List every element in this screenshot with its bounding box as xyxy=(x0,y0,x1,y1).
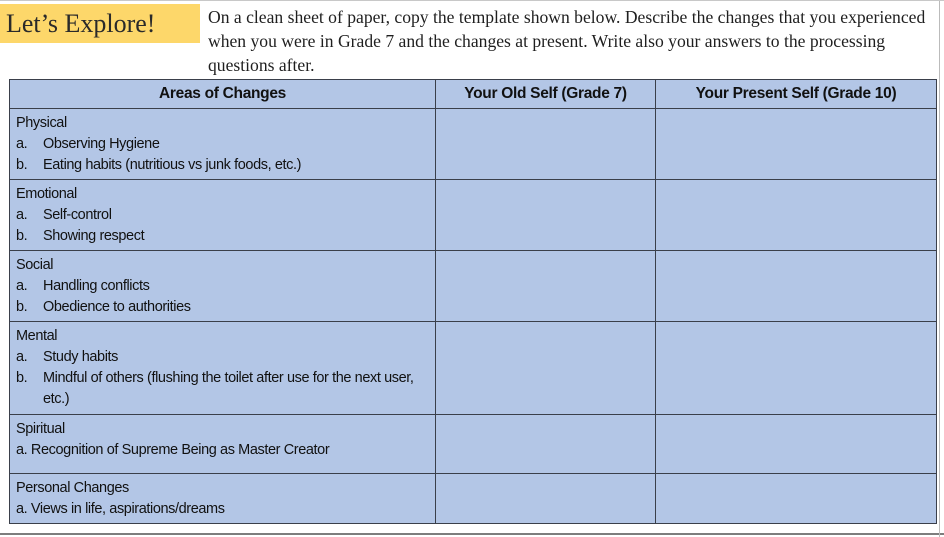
banner-title: Let’s Explore! xyxy=(6,8,156,38)
item-marker: b. xyxy=(16,157,28,173)
item-text: Observing Hygiene xyxy=(43,136,160,152)
table-row-emotional xyxy=(10,180,937,251)
area-cell xyxy=(10,251,436,322)
item-text: a. Views in life, aspirations/dreams xyxy=(16,501,225,517)
lets-explore-banner xyxy=(0,4,200,43)
item-text: Mindful of others (flushing the toilet after use for the next user, etc.) xyxy=(43,370,414,407)
item-marker: b. xyxy=(16,299,28,315)
category-label: Spiritual xyxy=(16,421,65,437)
bottom-divider xyxy=(0,533,944,535)
category-label: Physical xyxy=(16,115,67,131)
present-self-cell xyxy=(656,180,937,251)
item-marker: b. xyxy=(16,228,28,244)
table-header-row xyxy=(10,80,937,109)
table-row-social xyxy=(10,251,937,322)
list-item xyxy=(16,276,429,297)
list-item xyxy=(16,347,429,368)
item-marker: a. xyxy=(16,349,28,365)
item-text: Handling conflicts xyxy=(43,278,150,294)
list-item xyxy=(16,226,429,247)
item-marker: a. xyxy=(16,278,28,294)
list-item xyxy=(16,134,429,155)
old-self-cell xyxy=(436,251,656,322)
list-item xyxy=(16,155,429,176)
list-item xyxy=(16,205,429,226)
table-row-spiritual xyxy=(10,415,937,474)
item-text: Study habits xyxy=(43,349,118,365)
area-cell xyxy=(10,415,436,474)
area-cell xyxy=(10,180,436,251)
area-cell xyxy=(10,322,436,415)
changes-template-table xyxy=(9,79,937,524)
old-self-cell xyxy=(436,474,656,524)
item-text: Eating habits (nutritious vs junk foods, etc.) xyxy=(43,157,302,173)
item-text: Showing respect xyxy=(43,228,145,244)
category-label: Personal Changes xyxy=(16,480,129,496)
category-label: Social xyxy=(16,257,54,273)
item-text: Self-control xyxy=(43,207,112,223)
item-text: a. Recognition of Supreme Being as Master Creator xyxy=(16,442,330,458)
table-row-personal-changes xyxy=(10,474,937,524)
area-cell xyxy=(10,109,436,180)
item-marker: a. xyxy=(16,207,28,223)
present-self-cell xyxy=(656,474,937,524)
item-marker: a. xyxy=(16,136,28,152)
present-self-cell xyxy=(656,322,937,415)
present-self-cell xyxy=(656,415,937,474)
item-marker: b. xyxy=(16,370,28,386)
list-item xyxy=(16,297,429,318)
category-label: Emotional xyxy=(16,186,77,202)
old-self-cell xyxy=(436,180,656,251)
area-cell xyxy=(10,474,436,524)
list-item xyxy=(16,368,429,410)
present-self-cell xyxy=(656,251,937,322)
header-old-self: Your Old Self (Grade 7) xyxy=(436,80,656,109)
item-text: Obedience to authorities xyxy=(43,299,191,315)
header-areas-of-changes: Areas of Changes xyxy=(10,80,436,109)
old-self-cell xyxy=(436,322,656,415)
category-label: Mental xyxy=(16,328,58,344)
right-divider xyxy=(939,1,940,537)
instructions-text: On a clean sheet of paper, copy the template shown below. Describe the changes that you experienced when you were in Grade 7 and the changes at present. Write also your answers to the processing questions after. xyxy=(208,7,926,75)
table-row-mental xyxy=(10,322,937,415)
table-row-physical xyxy=(10,109,937,180)
present-self-cell xyxy=(656,109,937,180)
header-present-self: Your Present Self (Grade 10) xyxy=(656,80,937,109)
old-self-cell xyxy=(436,109,656,180)
old-self-cell xyxy=(436,415,656,474)
